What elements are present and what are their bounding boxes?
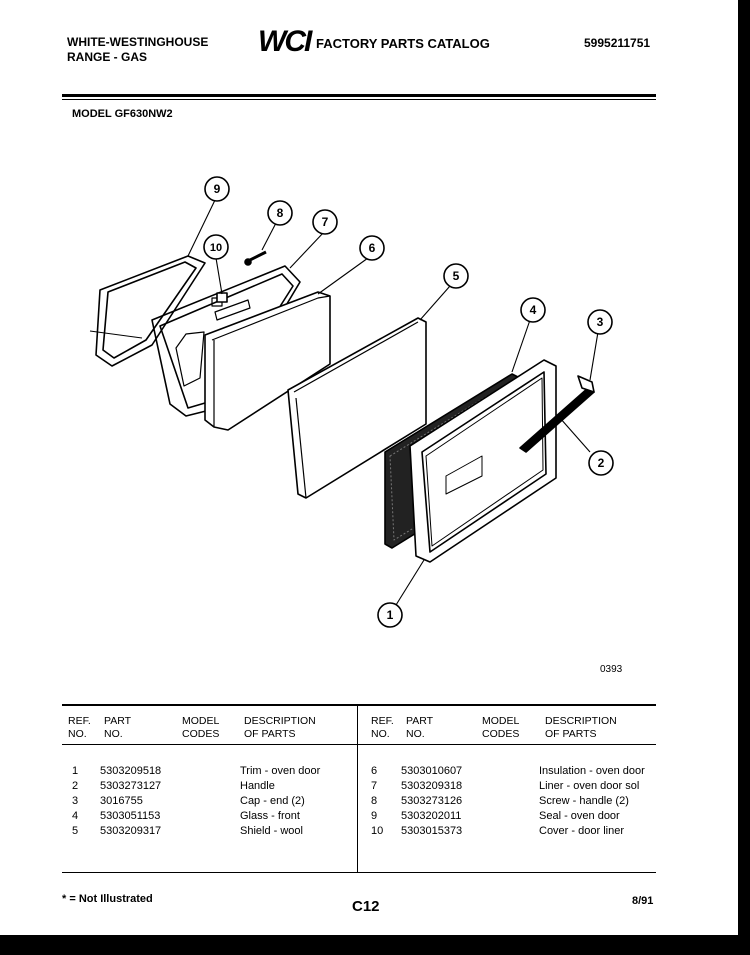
page-number: C12 [352,898,380,915]
table-bottom-rule [62,872,656,873]
header-model-codes-right: MODEL CODES [482,715,520,740]
not-illustrated-note: * = Not Illustrated [62,893,153,905]
callout-8 [268,201,292,225]
header-part-no-right: PART NO. [406,715,434,740]
table-row: 7 5303209318 Liner - oven door sol [371,780,640,792]
header-model-codes-left: MODEL CODES [182,715,220,740]
svg-text:3: 3 [596,315,604,329]
callout-3 [588,310,612,334]
header-description-left: DESCRIPTION OF PARTS [244,715,316,740]
parts-table-right [371,765,645,840]
callout-1 [378,603,402,627]
table-divider [357,706,358,872]
svg-text:6: 6 [368,241,376,255]
table-row: 2 5303273127 Handle [72,780,275,792]
table-row: 8 5303273126 Screw - handle (2) [371,795,629,807]
part-cover-drawing [217,293,227,302]
table-row: 9 5303202011 Seal - oven door [371,810,620,822]
catalog-title: FACTORY PARTS CATALOG [316,36,490,51]
table-row: 3 3016755 Cap - end (2) [72,795,305,807]
callout-9 [205,177,229,201]
model-label: MODEL GF630NW2 [72,108,173,120]
table-row: 6 5303010607 Insulation - oven door [371,765,645,777]
svg-text:7: 7 [321,215,329,229]
brand-line-2: RANGE - GAS [67,50,148,64]
svg-text:9: 9 [213,182,221,196]
callout-7 [313,210,337,234]
header-ref-no-left: REF. NO. [68,715,91,740]
svg-text:1: 1 [386,608,394,622]
table-row: 10 5303015373 Cover - door liner [371,825,624,837]
callout-6 [360,236,384,260]
header-ref-no-right: REF. NO. [371,715,394,740]
svg-text:2: 2 [597,456,605,470]
header-part-no-left: PART NO. [104,715,132,740]
table-row: 4 5303051153 Glass - front [72,810,300,822]
diagram-code: 0393 [600,664,623,675]
table-row: 5 5303209317 Shield - wool [72,825,303,837]
part-trim-drawing [410,360,556,562]
catalog-number: 5995211751 [584,36,651,50]
svg-text:8: 8 [276,206,284,220]
catalog-date: 8/91 [632,895,654,907]
part-screw-drawing [245,252,266,265]
wci-logo: WCI [258,25,311,58]
table-header-rule [62,744,656,745]
part-seal-drawing [90,256,205,366]
table-top-rule [62,704,656,706]
svg-text:10: 10 [209,242,223,254]
callout-5 [444,264,468,288]
callout-10 [204,235,228,259]
svg-text:4: 4 [529,303,537,317]
table-row: 1 5303209518 Trim - oven door [72,765,321,777]
parts-table-left [72,765,320,840]
header-description-right: DESCRIPTION OF PARTS [545,715,617,740]
callout-4 [521,298,545,322]
callout-2 [589,451,613,475]
brand-line-1: WHITE-WESTINGHOUSE [67,35,209,49]
svg-text:5: 5 [452,269,460,283]
